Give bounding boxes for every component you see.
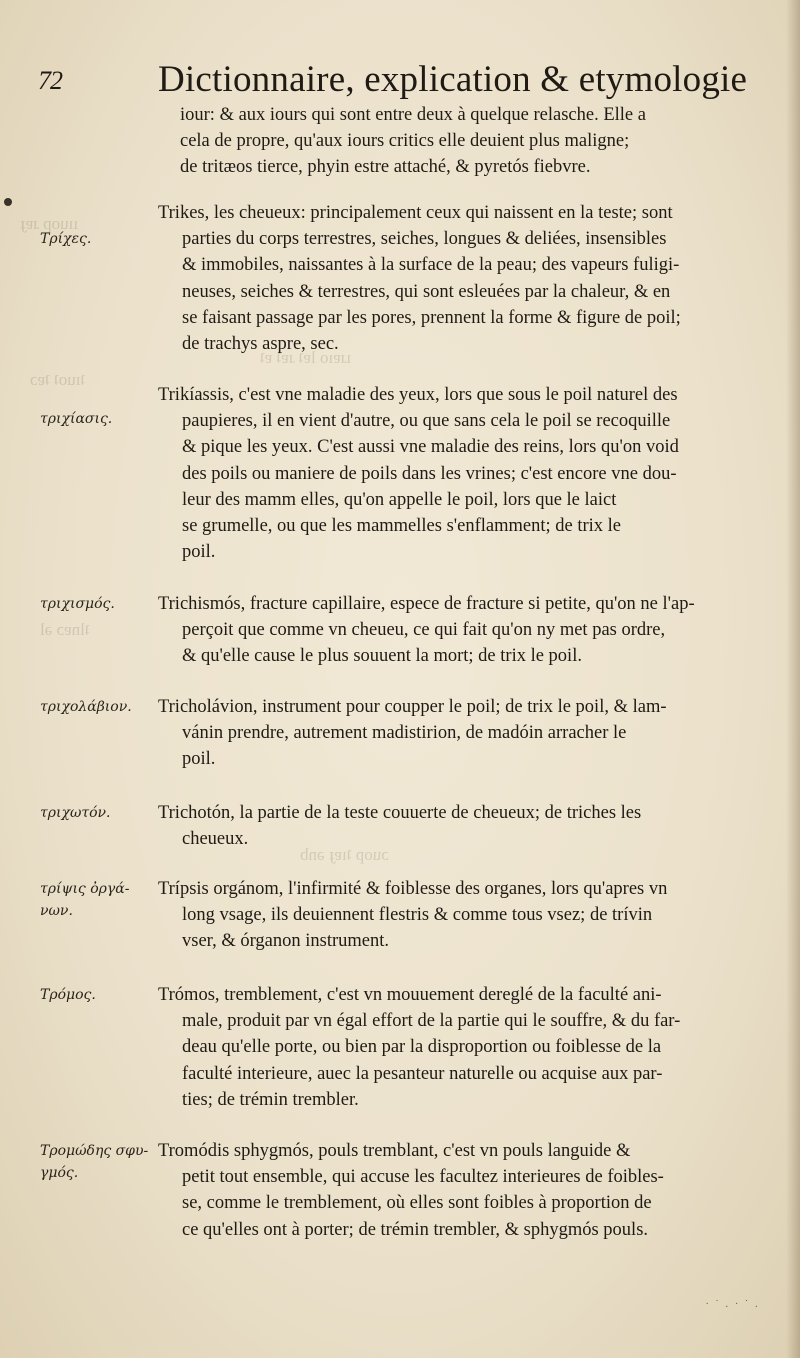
text-line: faculté interieure, auec la pesanteur naturelle ou acquise aux par- bbox=[182, 1063, 663, 1084]
text-line: neuses, seiches & terrestres, qui sont esleuées par la chaleur, & en bbox=[182, 281, 671, 302]
text-line: leur des mamm elles, qu'on appelle le poil, lors que le laict bbox=[182, 489, 617, 510]
show-through-text: ıɹɐıo lɐʇ ɹɐʇ ɐʇ bbox=[260, 348, 352, 367]
text-line: vser, & órganon instrument. bbox=[182, 931, 390, 952]
text-line: & immobiles, naissantes à la surface de la peau; des vapeurs fuligi- bbox=[182, 255, 680, 276]
text-line: Trichismós, fracture capillaire, espece de fracture si petite, qu'on ne l'ap- bbox=[158, 594, 695, 614]
text-line: & qu'elle cause le plus souuent la mort; de trix le poil. bbox=[182, 646, 582, 667]
show-through-text: ııuop ɹɐɟ bbox=[20, 214, 79, 233]
greek-headword: τρίψις ὀργά-νων. bbox=[40, 881, 130, 919]
page-edge-shadow bbox=[786, 0, 800, 1358]
text-line: poil. bbox=[182, 542, 216, 563]
greek-headword: τριχωτόν. bbox=[40, 805, 111, 821]
text-line: male, produit par vn égal effort de la partie qui le souffre, & du far- bbox=[182, 1011, 681, 1032]
entry-text bbox=[158, 200, 770, 357]
running-head: Dictionnaire, explication & etymologie bbox=[158, 59, 748, 100]
greek-headword: τριχίασις. bbox=[40, 411, 113, 427]
text-line: poil. bbox=[182, 749, 216, 770]
show-through-text: ɔuop ʇıɐɟ ǝnb bbox=[300, 845, 389, 864]
text-line: long vsage, ils deuiennent flestris & comme tous vsez; de trívin bbox=[182, 905, 653, 926]
ink-spot bbox=[4, 198, 12, 206]
text-line: deau qu'elle porte, ou bien par la disproportion ou foiblesse de la bbox=[182, 1037, 662, 1058]
greek-headword: Τρίχες. bbox=[40, 231, 92, 247]
entry-text bbox=[158, 982, 770, 1113]
entry-text bbox=[158, 591, 770, 670]
text-line: vánin prendre, autrement madistirion, de madóin arracher le bbox=[182, 723, 627, 744]
text-line: de tritæos tierce, phyin estre attaché, & pyretós fiebvre. bbox=[180, 157, 591, 177]
entry-text bbox=[158, 800, 770, 852]
text-line: perçoit que comme vn cheueu, ce qui fait qu'on ny met pas ordre, bbox=[182, 620, 666, 641]
text-line: des poils ou maniere de poils dans les vrines; c'est encore vne dou- bbox=[182, 463, 677, 484]
text-line: Trichotón, la partie de la teste couuerte de cheueux; de triches les bbox=[158, 803, 642, 823]
entry-text bbox=[158, 694, 770, 773]
entry-text bbox=[158, 382, 770, 565]
text-line: de trachys aspre, sec. bbox=[182, 334, 339, 355]
text-line: se faisant passage par les pores, prennent la forme & figure de poil; bbox=[182, 307, 681, 328]
text-line: iour: & aux iours qui sont entre deux à quelque relasche. Elle a bbox=[180, 105, 646, 125]
page-number: 72 bbox=[38, 66, 62, 95]
text-line: ce qu'elles ont à porter; de trémin trembler, & sphygmós pouls. bbox=[182, 1219, 649, 1240]
text-line: petit tout ensemble, qui accuse les facultez interieures de foibles- bbox=[182, 1167, 664, 1188]
text-line: cheueux. bbox=[182, 829, 249, 850]
text-line: se grumelle, ou que les mammelles s'enflamment; de trix le bbox=[182, 516, 621, 537]
text-line: Tricholávion, instrument pour coupper le poil; de trix le poil, & lam- bbox=[158, 697, 667, 717]
text-line: parties du corps terrestres, seiches, longues & deliées, insensibles bbox=[182, 229, 667, 250]
text-line: Trípsis orgánom, l'infirmité & foiblesse des organes, lors qu'apres vn bbox=[158, 879, 668, 899]
show-through-text: ʇlnɐɔ ǝl bbox=[40, 620, 90, 639]
text-line: Trómos, tremblement, c'est vn mouuement dereglé de la faculté ani- bbox=[158, 985, 662, 1005]
intro-paragraph bbox=[180, 102, 770, 180]
text-line: Trikes, les cheueux: principalement ceux qui naissent en la teste; sont bbox=[158, 203, 673, 223]
text-line: Trikíassis, c'est vne maladie des yeux, lors que sous le poil naturel des bbox=[158, 385, 678, 405]
text-line: Tromódis sphygmós, pouls tremblant, c'est vn pouls languide & bbox=[158, 1141, 631, 1161]
entry-text bbox=[158, 1138, 770, 1243]
text-line: paupieres, il en vient d'autre, ou que sans cela le poil se recoquille bbox=[182, 411, 671, 432]
greek-headword: τριχισμός. bbox=[40, 596, 115, 612]
paper-specks: · ˙ ․ · ˙ ․ bbox=[705, 1299, 760, 1310]
show-through-text: ʇıuoʇ ʇɐɔ bbox=[30, 370, 86, 389]
entry-text bbox=[158, 876, 770, 955]
text-line: se, comme le tremblement, où elles sont foibles à proportion de bbox=[182, 1193, 652, 1214]
greek-headword: Τρόμος. bbox=[40, 987, 96, 1003]
greek-headword: Τρομώδης σφυ-γμός. bbox=[40, 1143, 149, 1181]
text-line: cela de propre, qu'aux iours critics elle deuient plus maligne; bbox=[180, 131, 630, 151]
text-line: & pique les yeux. C'est aussi vne maladie des reins, lors qu'on void bbox=[182, 437, 679, 458]
greek-headword: τριχολάβιον. bbox=[40, 699, 132, 715]
text-line: ties; de trémin trembler. bbox=[182, 1089, 359, 1110]
